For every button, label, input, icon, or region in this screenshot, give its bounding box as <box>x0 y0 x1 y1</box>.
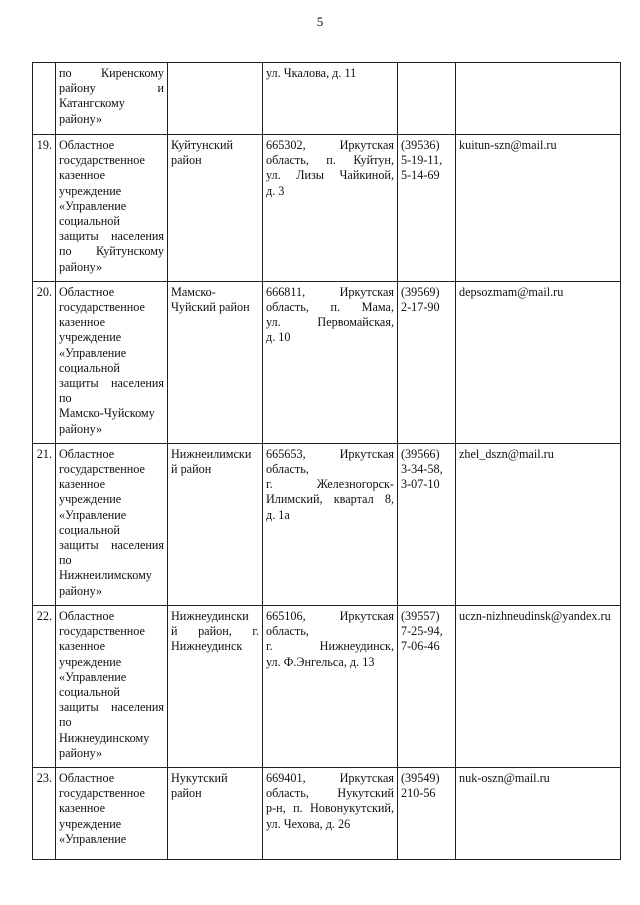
institution-name: Областное государственное казенное учреждение «Управление социальной защиты населения по Нижнеилимскому району» <box>56 443 168 605</box>
address: 665302, Иркутская область, п. Куйтун, ул. Лизы Чайкиной, д. 3 <box>263 135 398 282</box>
row-number <box>33 63 56 135</box>
district: Нижнеудински й район, г. Нижнеудинск <box>168 605 263 767</box>
email: uczn-nizhneudinsk@yandex.ru <box>456 605 621 767</box>
table-row <box>33 605 621 767</box>
email: zhel_dszn@mail.ru <box>456 443 621 605</box>
institutions-table <box>32 62 621 860</box>
district: Куйтунский район <box>168 135 263 282</box>
email: kuitun-szn@mail.ru <box>456 135 621 282</box>
district: Нукутский район <box>168 767 263 859</box>
address: 666811, Иркутская область, п. Мама, ул. Первомайская, д. 10 <box>263 281 398 443</box>
row-number: 21. <box>33 443 56 605</box>
address: ул. Чкалова, д. 11 <box>263 63 398 135</box>
district: Мамско- Чуйский район <box>168 281 263 443</box>
phone: (39549) 210-56 <box>398 767 456 859</box>
institution-name: Областное государственное казенное учреждение «Управление социальной защиты населения по Куйтунскому району» <box>56 135 168 282</box>
page-number: 5 <box>316 14 324 29</box>
address: 665653, Иркутская область, г. Железногорск- Илимский, квартал 8, д. 1а <box>263 443 398 605</box>
row-number: 22. <box>33 605 56 767</box>
table-row <box>33 135 621 282</box>
table-row <box>33 63 621 135</box>
district <box>168 63 263 135</box>
institution-name: Областное государственное казенное учреждение «Управление социальной защиты населения по Нижнеудинскому району» <box>56 605 168 767</box>
email <box>456 63 621 135</box>
institution-name: Областное государственное казенное учреждение «Управление социальной защиты населения по Мамско-Чуйскому району» <box>56 281 168 443</box>
email: depsozmam@mail.ru <box>456 281 621 443</box>
phone: (39566) 3-34-58, 3-07-10 <box>398 443 456 605</box>
phone <box>398 63 456 135</box>
table-row <box>33 443 621 605</box>
row-number: 19. <box>33 135 56 282</box>
address: 665106, Иркутская область, г. Нижнеудинск, ул. Ф.Энгельса, д. 13 <box>263 605 398 767</box>
phone: (39557) 7-25-94, 7-06-46 <box>398 605 456 767</box>
phone: (39536) 5-19-11, 5-14-69 <box>398 135 456 282</box>
row-number: 23. <box>33 767 56 859</box>
district: Нижнеилимски й район <box>168 443 263 605</box>
row-number: 20. <box>33 281 56 443</box>
phone: (39569) 2-17-90 <box>398 281 456 443</box>
address: 669401, Иркутская область, Нукутский р-н, п. Новонукутский, ул. Чехова, д. 26 <box>263 767 398 859</box>
institution-name: Областное государственное казенное учреждение «Управление <box>56 767 168 859</box>
email: nuk-oszn@mail.ru <box>456 767 621 859</box>
table-row <box>33 281 621 443</box>
table-row <box>33 767 621 859</box>
institution-name: по Киренскому району и Катангскому району» <box>56 63 168 135</box>
